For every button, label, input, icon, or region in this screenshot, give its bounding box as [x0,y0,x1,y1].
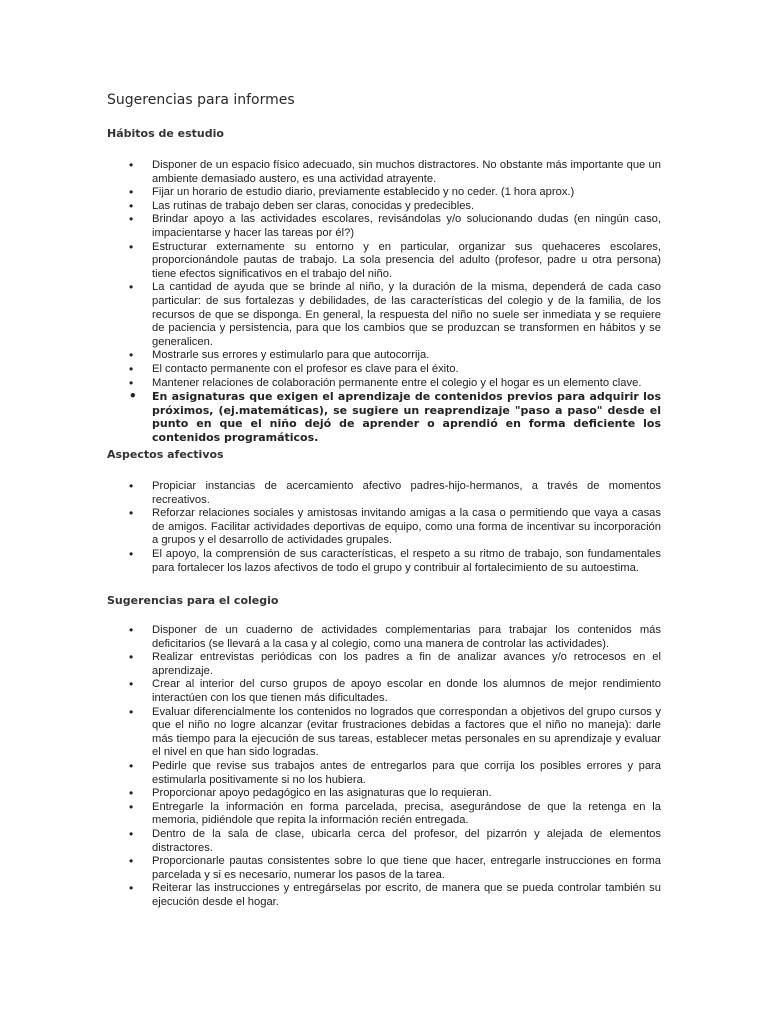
list-item: • El apoyo, la comprensión de sus características, el respeto a su ritmo de trabajo, son fundamentales para fortalecer los lazos afectivos de todo el grupo y contribuir al fortalecimiento de su autoestima. [107,548,661,575]
list-item-bold: • En asignaturas que exigen el aprendizaje de contenidos previos para adquirir los próximos, (ej.matemáticas), se sugiere un reaprendizaje "paso a paso" desde el punto en que el niño dejó de aprender o aprendió en forma deficiente los contenidos programáticos. [107,390,661,444]
list-habitos-de-estudio [107,159,661,444]
list-item: • Proporcionarle pautas consistentes sobre lo que tiene que hacer, entregarle instrucciones en forma parcelada y si es necesario, numerar los pasos de la tarea. [107,855,661,882]
list-item: • Mostrarle sus errores y estimularlo para que autocorrija. [107,349,661,363]
section-heading: Hábitos de estudio [107,127,224,140]
list-item: • Crear al interior del curso grupos de apoyo escolar en donde los alumnos de mejor rendimiento interactúen con los que tienen más dificultades. [107,678,661,705]
section-habitos-de-estudio [107,127,661,140]
list-item: • La cantidad de ayuda que se brinde al niño, y la duración de la misma, dependerá de cada caso particular: de sus fortalezas y debilidades, de las características del colegio y de la familia, de los recursos de que se disponga. En general, la respuesta del niño no suele ser inmediata y se requiere de paciencia y persistencia, para que los cambios que se produzcan se transformen en hábitos y se generalicen. [107,281,661,349]
section-heading: Aspectos afectivos [107,448,224,461]
section-sugerencias-colegio [107,594,661,607]
list-item: • Pedirle que revise sus trabajos antes de entregarlos para que corrija los posibles errores y para estimularla positivamente si no los hubiera. [107,760,661,787]
document-title: Sugerencias para informes [107,92,295,108]
list-item: • Dentro de la sala de clase, ubicarla cerca del profesor, del pizarrón y alejada de elementos distractores. [107,828,661,855]
list-item: • Fijar un horario de estudio diario, previamente establecido y no ceder. (1 hora aprox.) [107,186,661,200]
list-item: • Disponer de un cuaderno de actividades complementarias para trabajar los contenidos más deficitarios (se llevará a la casa y al colegio, como una manera de controlar las actividades). [107,624,661,651]
list-item: • Reforzar relaciones sociales y amistosas invitando amigas a la casa o permitiendo que vaya a casas de amigos. Facilitar actividades deportivas de equipo, como una forma de incentivar su incorporación a grupos y el desarrollo de actividades grupales. [107,507,661,548]
list-sugerencias-colegio [107,624,661,909]
list-item: • Realizar entrevistas periódicas con los padres a fin de analizar avances y/o retrocesos en el aprendizaje. [107,651,661,678]
list-item: • El contacto permanente con el profesor es clave para el éxito. [107,363,661,377]
list-item: • Evaluar diferencialmente los contenidos no logrados que correspondan a objetivos del grupo cursos y que el niño no logre alcanzar (evitar frustraciones debidas a factores que el niño no maneja): darle más tiempo para la ejecución de sus tareas, establecer metas personales en su aprendizaje y evaluar el nivel en que han sido logradas. [107,706,661,760]
section-aspectos-afectivos [107,448,661,461]
list-item: • Propiciar instancias de acercamiento afectivo padres-hijo-hermanos, a través de momentos recreativos. [107,480,661,507]
list-aspectos-afectivos [107,480,661,575]
section-heading: Sugerencias para el colegio [107,594,279,607]
list-item: • Mantener relaciones de colaboración permanente entre el colegio y el hogar es un elemento clave. [107,377,661,391]
list-item: • Entregarle la información en forma parcelada, precisa, asegurándose de que la retenga en la memoria, pidiéndole que repita la información recién entregada. [107,801,661,828]
list-item: • Proporcionar apoyo pedagógico en las asignaturas que lo requieran. [107,787,661,801]
list-item: • Las rutinas de trabajo deben ser claras, conocidas y predecibles. [107,200,661,214]
list-item: • Brindar apoyo a las actividades escolares, revisándolas y/o solucionando dudas (en ningún caso, impacientarse y hacer las tareas por él?) [107,213,661,240]
list-item: • Estructurar externamente su entorno y en particular, organizar sus quehaceres escolares, proporcionándole pautas de trabajo. La sola presencia del adulto (profesor, padre u otra persona) tiene efectos significativos en el trabajo del niño. [107,241,661,282]
list-item: • Reiterar las instrucciones y entregárselas por escrito, de manera que se pueda controlar también su ejecución desde el hogar. [107,882,661,909]
list-item: • Disponer de un espacio físico adecuado, sin muchos distractores. No obstante más importante que un ambiente demasiado austero, es una actividad atrayente. [107,159,661,186]
